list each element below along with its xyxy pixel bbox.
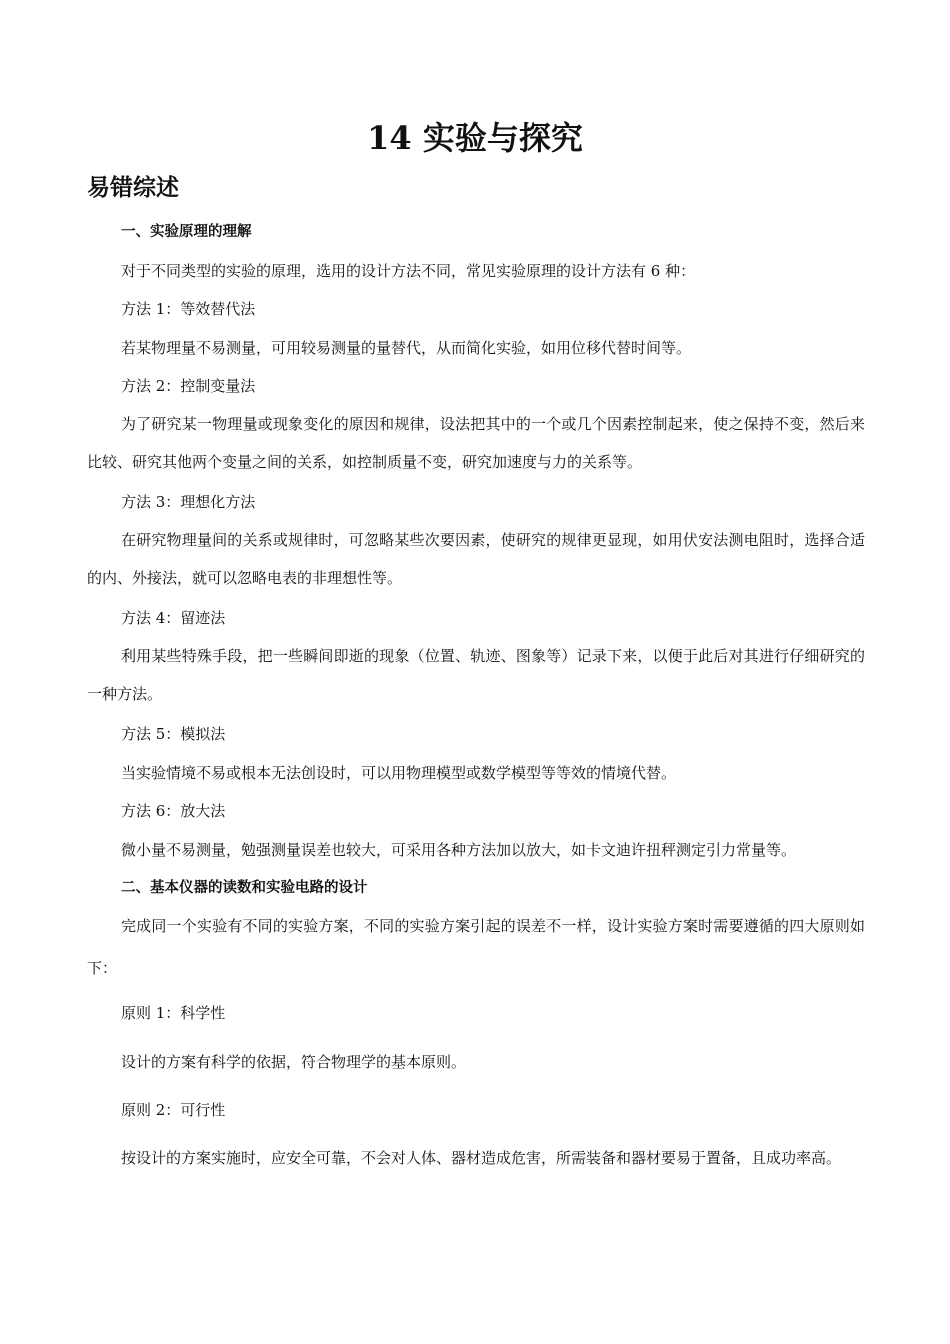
method-3-label: 方法 3：理想化方法 [121, 493, 256, 511]
principle-1-label: 原则 1：科学性 [121, 1004, 226, 1022]
section-heading: 易错综述 [87, 175, 179, 201]
method-4-text: 利用某些特殊手段，把一些瞬间即逝的现象（位置、轨迹、图象等）记录下来，以便于此后对其进行仔细研究的一种方法。 [87, 647, 865, 703]
method-2-label: 方法 2：控制变量法 [121, 377, 256, 395]
method-3-text: 在研究物理量间的关系或规律时，可忽略某些次要因素，使研究的规律更显现，如用伏安法测电阻时，选择合适的内、外接法，就可以忽略电表的非理想性等。 [87, 531, 865, 587]
method-6-label: 方法 6：放大法 [121, 802, 226, 820]
page-title: 14 实验与探究 [367, 119, 583, 157]
part2-intro: 完成同一个实验有不同的实验方案，不同的实验方案引起的误差不一样，设计实验方案时需要遵循的四大原则如下： [87, 917, 865, 977]
method-6-text: 微小量不易测量，勉强测量误差也较大，可采用各种方法加以放大，如卡文迪许扭秤测定引力常量等。 [121, 841, 797, 859]
principle-2-label: 原则 2：可行性 [121, 1101, 226, 1119]
principle-2-text: 按设计的方案实施时，应安全可靠，不会对人体、器材造成危害，所需装备和器材要易于置备，且成功率高。 [121, 1149, 842, 1167]
part1-heading: 一、实验原理的理解 [121, 224, 252, 240]
method-4-label: 方法 4：留迹法 [121, 609, 226, 627]
part2-heading: 二、基本仪器的读数和实验电路的设计 [121, 880, 368, 896]
principle-1-text: 设计的方案有科学的依据，符合物理学的基本原则。 [121, 1053, 467, 1071]
method-5-label: 方法 5：模拟法 [121, 725, 226, 743]
part1-intro: 对于不同类型的实验的原理，选用的设计方法不同，常见实验原理的设计方法有 6 种： [121, 262, 696, 280]
method-1-label: 方法 1：等效替代法 [121, 300, 256, 318]
method-1-text: 若某物理量不易测量，可用较易测量的量替代，从而简化实验，如用位移代替时间等。 [121, 339, 692, 357]
method-2-text: 为了研究某一物理量或现象变化的原因和规律，设法把其中的一个或几个因素控制起来，使之保持不变，然后来比较、研究其他两个变量之间的关系，如控制质量不变，研究加速度与力的关系等。 [87, 415, 865, 471]
method-5-text: 当实验情境不易或根本无法创设时，可以用物理模型或数学模型等等效的情境代替。 [121, 764, 677, 782]
